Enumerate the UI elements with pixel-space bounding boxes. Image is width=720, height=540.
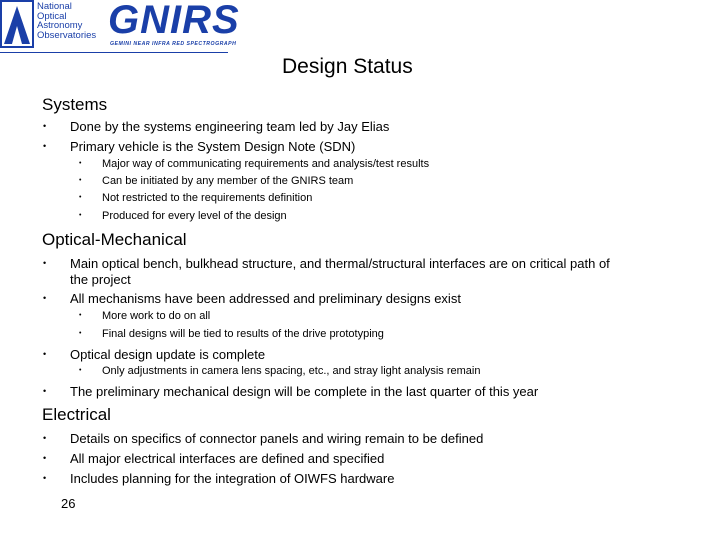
page-title: Design Status xyxy=(282,55,413,78)
bullet-icon: • xyxy=(43,293,47,303)
bullet-text: Includes planning for the integration of OIWFS hardware xyxy=(70,471,395,486)
bullet-icon: • xyxy=(43,349,47,359)
sub-bullet-text: Produced for every level of the design xyxy=(102,210,287,222)
bullet-text: Optical design update is complete xyxy=(70,347,266,362)
bullet-icon: • xyxy=(43,121,47,131)
gnirs-logo xyxy=(0,0,240,56)
noao-name xyxy=(37,2,96,40)
section-heading-electrical: Electrical xyxy=(42,405,111,424)
bullet-text: Primary vehicle is the System Design Note (SDN) xyxy=(70,139,356,154)
sub-bullet-icon: • xyxy=(79,367,82,374)
sub-bullet-text: Only adjustments in camera lens spacing, etc., and stray light analysis remain xyxy=(102,365,481,377)
bullet-text: The preliminary mechanical design will be complete in the last quarter of this year xyxy=(70,384,539,399)
bullet-text: All mechanisms have been addressed and preliminary designs exist xyxy=(70,291,461,306)
sub-bullet-text: Final designs will be tied to results of the drive prototyping xyxy=(102,328,384,340)
sub-bullet-text: More work to do on all xyxy=(102,310,211,322)
sub-bullet-icon: • xyxy=(79,160,82,167)
sub-bullet-icon: • xyxy=(79,194,82,201)
gnirs-subtitle: GEMINI NEAR INFRA RED SPECTROGRAPH xyxy=(110,41,237,47)
noao-line: Optical xyxy=(37,10,67,22)
sub-bullet-text: Can be initiated by any member of the GNIRS team xyxy=(102,175,354,187)
noao-emblem-icon xyxy=(0,0,34,50)
page-number: 26 xyxy=(61,496,76,511)
section-heading-optical-mechanical: Optical-Mechanical xyxy=(42,230,187,249)
sub-bullet-icon: • xyxy=(79,330,82,337)
section-heading-systems: Systems xyxy=(42,95,108,114)
bullet-icon: • xyxy=(43,386,47,396)
bullet-icon: • xyxy=(43,453,47,463)
sub-bullet-icon: • xyxy=(79,212,82,219)
bullet-icon: • xyxy=(43,433,47,443)
noao-line: Astronomy xyxy=(37,20,83,32)
bullet-icon: • xyxy=(43,258,47,268)
bullet-icon: • xyxy=(43,141,47,151)
bullet-text: All major electrical interfaces are defined and specified xyxy=(70,451,385,466)
bullet-text: Done by the systems engineering team led by Jay Elias xyxy=(70,119,390,134)
sub-bullet-text: Not restricted to the requirements definition xyxy=(102,192,313,204)
bullet-text: Main optical bench, bulkhead structure, and thermal/structural interfaces are on critical path of xyxy=(70,256,610,271)
bullet-text: Details on specifics of connector panels and wiring remain to be defined xyxy=(70,431,484,446)
logo-underline xyxy=(0,52,228,53)
gnirs-wordmark: GNIRS xyxy=(108,0,240,42)
sub-bullet-icon: • xyxy=(79,177,82,184)
bullet-icon: • xyxy=(43,473,47,483)
sub-bullet-icon: • xyxy=(79,312,82,319)
sub-bullet-text: Major way of communicating requirements and analysis/test results xyxy=(102,158,430,170)
bullet-text-continued: the project xyxy=(70,272,131,287)
noao-line: Observatories xyxy=(37,29,97,41)
noao-line: National xyxy=(37,1,72,12)
